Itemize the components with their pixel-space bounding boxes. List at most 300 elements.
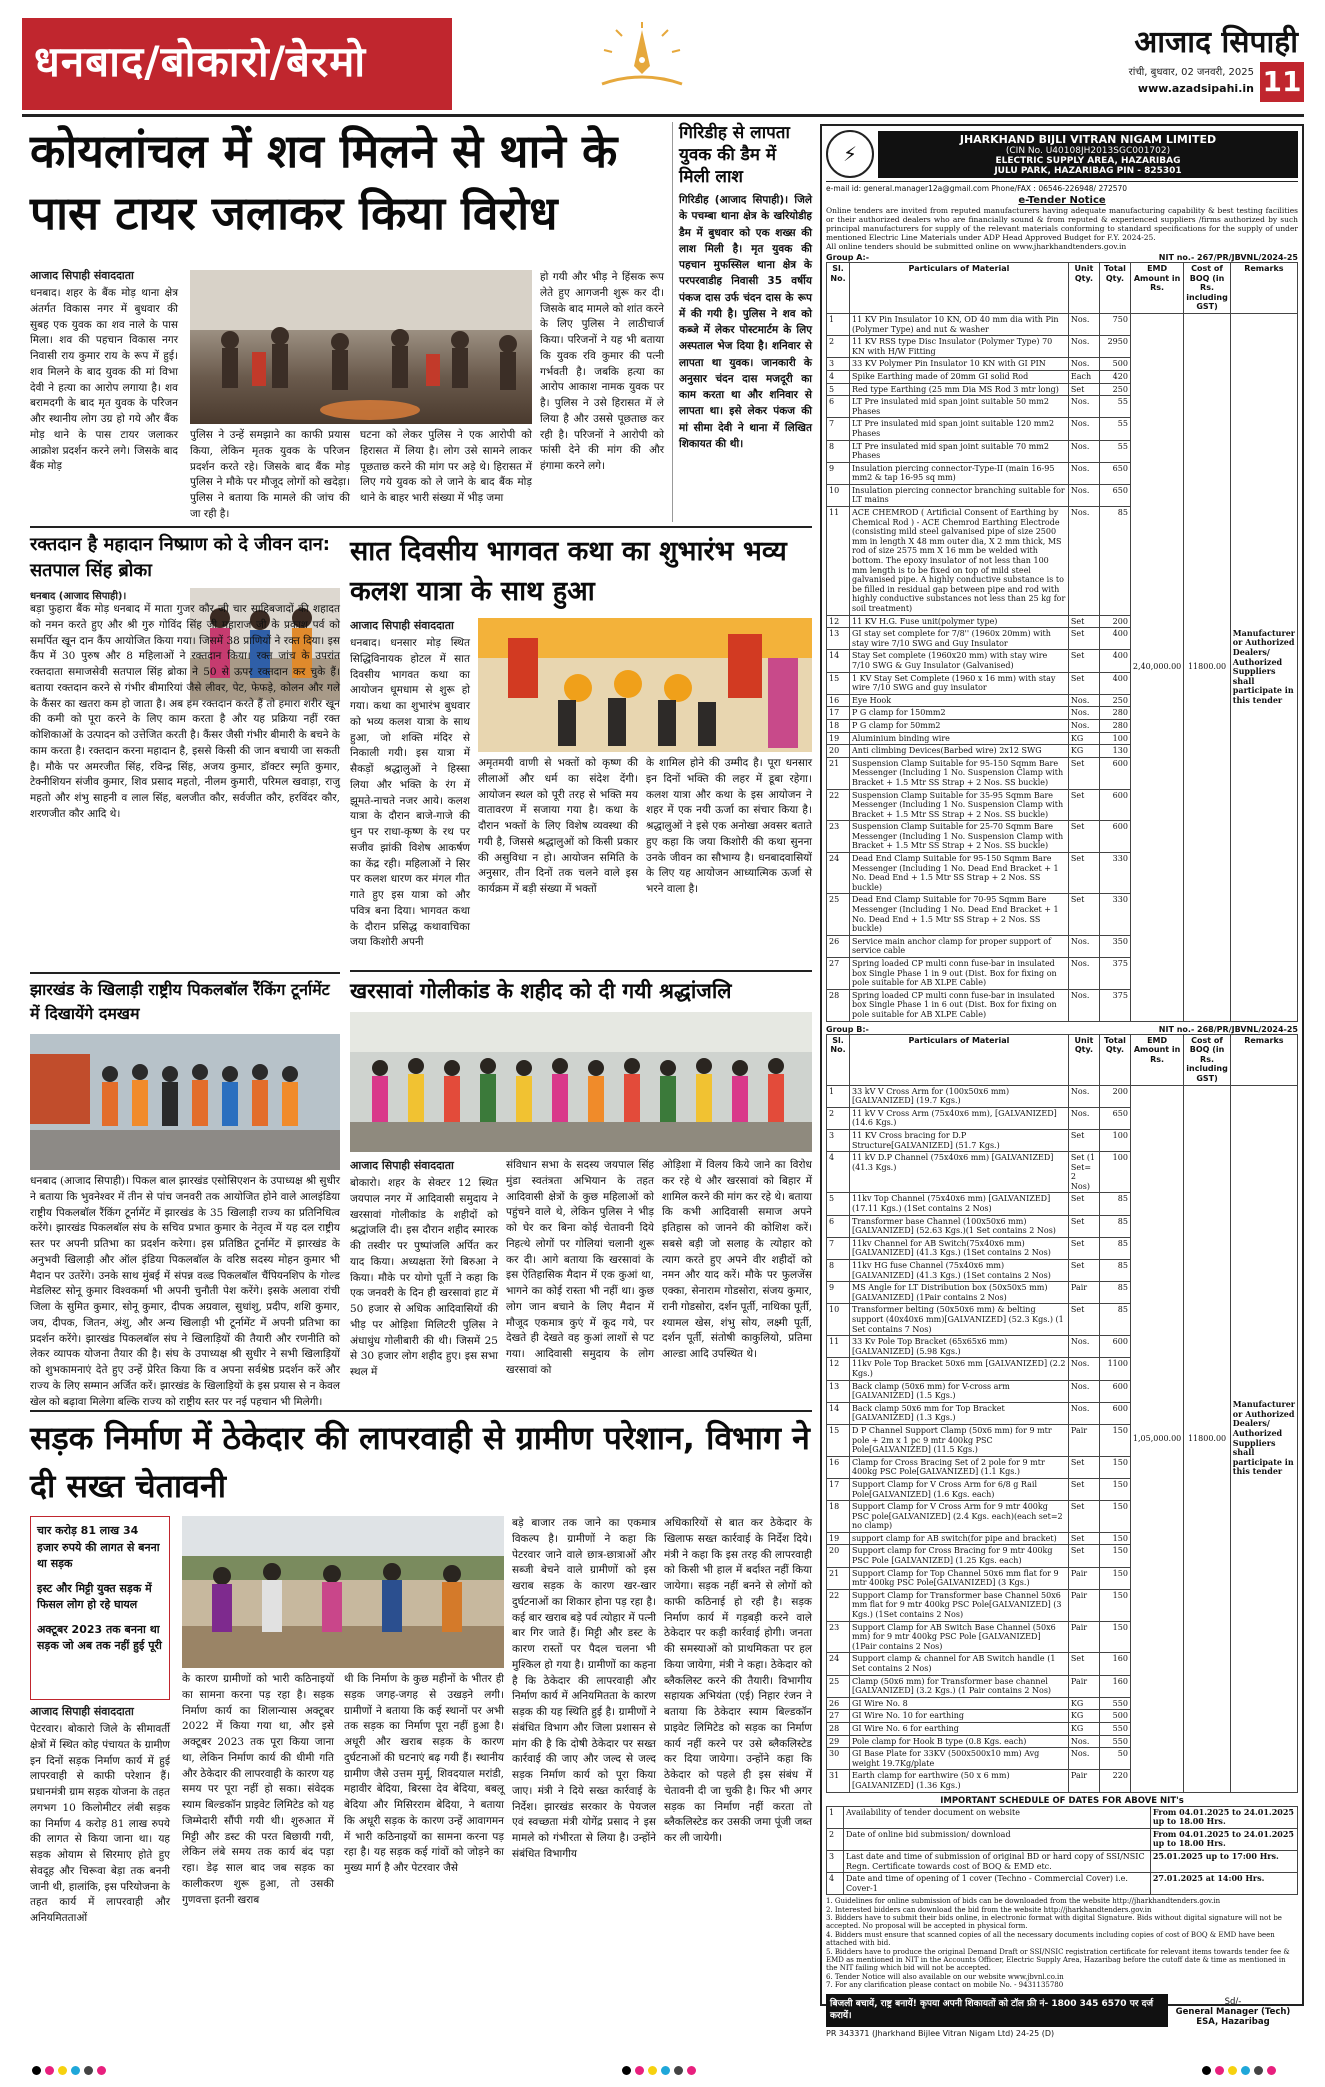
col-sl: Sl. No.	[827, 1034, 850, 1085]
row-unit: KG	[1068, 1697, 1099, 1710]
schedule-event: Availability of tender document on website	[844, 1806, 1151, 1828]
row-qty: 150	[1099, 1501, 1130, 1533]
row-unit: Nos.	[1068, 958, 1099, 990]
registration-dot	[1267, 2066, 1276, 2075]
registration-dot	[648, 2066, 657, 2075]
row-boq: 11800.00	[1184, 313, 1231, 1021]
group-b-table	[826, 1034, 1298, 1793]
row-particulars: Eye Hook	[850, 694, 1069, 707]
row-particulars: GI stay set complete for 7/8'' (1960x 20mm) with stay wire 7/10 SWG and Guy Insulator	[850, 628, 1069, 650]
registration-dot	[674, 2066, 683, 2075]
row-qty: 400	[1099, 650, 1130, 672]
row-unit: Set	[1068, 757, 1099, 789]
row-particulars: 11 kV V Cross Arm (75x40x6 mm), [GALVANIZED] (14.6 Kgs.)	[850, 1107, 1069, 1129]
row-qty: 420	[1099, 370, 1130, 383]
registration-dot	[1254, 2066, 1263, 2075]
row-particulars: Support clamp for Cross Bracing for 9 mtr 400kg PSC Pole [GALVANIZED] (1.25 Kgs. each)	[850, 1545, 1069, 1567]
row-unit: Nos.	[1068, 507, 1099, 616]
row-particulars: GI Base Plate for 33KV (500x500x10 mm) Avg weight 19.7Kg/plate	[850, 1748, 1069, 1770]
bhagwat-text-col3: के शामिल होने की उम्मीद है। पूरा धनसार इन दिनों भक्ति की लहर में डूबा रहेगा। कलश यात्रा और कथा के इस आयोजन ने शहर में एक नयी ऊर्जा का संचार किया है। श्रद्धालुओं ने इसे एक अनोखा अवसर बताते हुए कहा कि जया किशोरी की कथा सुनना उनके जीवन का सौभाग्य है। धनबादवासियों के लिए यह आयोजन आध्यात्मिक ऊर्जा से भरने वाला है।	[646, 757, 812, 895]
row-sl: 24	[827, 853, 850, 894]
group-a-table	[826, 262, 1298, 1022]
road-headline: सड़क निर्माण में ठेकेदार की लापरवाही से ग्रामीण परेशान, विभाग ने दी सख्त चेतावनी	[30, 1419, 810, 1505]
col-unit: Unit Qty.	[1068, 1034, 1099, 1085]
registration-dot	[84, 2066, 93, 2075]
row-sl: 20	[827, 745, 850, 758]
sign-name: General Manager (Tech)	[1175, 2006, 1291, 2017]
kharsawan-text-col2: संविधान सभा के सदस्य जयपाल सिंह मुंडा स्वतंत्रता अभियान के तहत आदिवासी क्षेत्रों के कुछ महिलाओं को पहुंचने वाले थे, लेकिन पुलिस ने भीड़ को घेर कर बिना कोई चेतावनी दिये निहत्थे लोगों पर गोलियां चलानी शुरू कर दी। आगे बताया कि खरसावां के इस ऐतिहासिक मैदान में एक कुआं था, भागने का कोई रास्ता भी नहीं था। कुछ लोग जान बचाने के लिए मैदान में मौजूद एकमात्र कुएं में कूद गये, पर देखते ही देखते वह कुआं लाशों से पट गया। आदिवासी समुदाय के लोग खरसावां को	[506, 1159, 654, 1376]
row-particulars: 11kv HG fuse Channel (75x40x6 mm) [GALVANIZED] (41.3 Kgs.) (1Set contains 2 Nos)	[850, 1260, 1069, 1282]
row-unit: Pair	[1068, 1675, 1099, 1697]
schedule-date: 25.01.2025 up to 17:00 Hrs.	[1150, 1850, 1297, 1872]
row-sl: 25	[827, 894, 850, 935]
row-unit: Pair	[1068, 1567, 1099, 1589]
row-qty: 330	[1099, 853, 1130, 894]
tender-addr2: JULU PARK, HAZARIBAG PIN - 825301	[994, 165, 1182, 176]
row-unit: Set	[1068, 672, 1099, 694]
row-remarks: Manufacturer or Authorized Dealers/ Authorized Suppliers shall participate in this tender	[1230, 1085, 1297, 1792]
bottom-dots-left	[30, 2060, 108, 2079]
row-sl: 14	[827, 650, 850, 672]
row-unit: Set	[1068, 1532, 1099, 1545]
row-qty: 100	[1099, 732, 1130, 745]
row-unit: Set	[1068, 1260, 1099, 1282]
bhagwat-text-col2: अमृतमयी वाणी से भक्तों को कृष्ण की लीलाओं और धर्म का संदेश देंगी। आयोजन स्थल को पूरी तरह से भक्ति मय वातावरण में सजाया गया है। कथा के दौरान भक्तों के लिए विशेष व्यवस्था की गयी है, जिससे श्रद्धालुओं को किसी प्रकार की असुविधा न हो। आयोजन समिति के अनुसार, तीन दिनों तक चलने वाले इस कार्यक्रम में बड़ी संख्या में भक्तों	[478, 757, 638, 895]
pen-emblem-icon	[582, 22, 702, 102]
registration-dot	[635, 2066, 644, 2075]
schedule-row	[827, 1850, 1298, 1872]
tender-note: 5. Bidders have to produce the original Demand Draft or SSI/NSIC registration certificate for relevant items towards tender fee & EMD as mentioned in NIT in the Accounts Officer, Electric Supply Area, Hazaribag before the cutoff date & time as mentioned in the NIT failing which bid will not be accepted.	[826, 1947, 1290, 1973]
row-unit: Set	[1068, 1501, 1099, 1533]
row-particulars: Dead End Clamp Suitable for 70-95 Sqmm Bare Messenger (Including 1 No. Dead End Bracket + 1 No. Dead End + 1.5 Mtr SS Strap + 2 Nos. SS buckle)	[850, 894, 1069, 935]
row-qty: 160	[1099, 1653, 1130, 1675]
row-particulars: Aluminium binding wire	[850, 732, 1069, 745]
row-particulars: LT Pre insulated mid span joint suitable 50 mm2 Phases	[850, 396, 1069, 418]
row-particulars: Spike Earthing made of 20mm GI solid Rod	[850, 370, 1069, 383]
row-qty: 85	[1099, 1282, 1130, 1304]
row-sl: 8	[827, 440, 850, 462]
row-sl: 12	[827, 1358, 850, 1380]
row-emd: 2,40,000.00	[1130, 313, 1183, 1021]
row-unit: Pair	[1068, 1282, 1099, 1304]
row-sl: 16	[827, 1456, 850, 1478]
lead-text-col4: हो गयी और भीड़ ने हिंसक रूप लेते हुए आगजनी शुरू कर दी। जिसके बाद मामले को शांत करने के लिए पुलिस ने लाठीचार्ज किया। परिजनों ने यह भी बताया कि युवक रवि कुमार की पत्नी गर्भवती है। जबकि हत्या का आरोप आकाश नामक युवक पर है। पुलिस ने उसे हिरासत में ले लिया है और उससे पूछताछ कर रही है। परिजनों ने आरोपी को फांसी देने की मांग की और हंगामा करने लगे।	[540, 271, 664, 472]
bhagwat-photo	[478, 618, 812, 752]
row-sl: 6	[827, 1215, 850, 1237]
row-particulars: Clamp (50x6 mm) for Transformer base channel [GALVANIZED] (3.2 Kgs.) (1 Pair contains 2 Nos)	[850, 1675, 1069, 1697]
road-byline: आजाद सिपाही संवाददाता	[30, 1705, 134, 1718]
row-qty: 200	[1099, 615, 1130, 628]
row-sl: 7	[827, 1237, 850, 1259]
row-sl: 19	[827, 732, 850, 745]
row-sl: 29	[827, 1735, 850, 1748]
row-qty: 375	[1099, 958, 1130, 990]
row-qty: 500	[1099, 1710, 1130, 1723]
masthead	[22, 18, 1304, 110]
road-text-col4: बड़े बाजार तक जाने का एकमात्र विकल्प है। ग्रामीणों ने कहा कि पेटरवार जाने वाले छात्र-छात्राओं और सब्जी बेचने वाले ग्रामीणों को इस खराब सड़क के कारण खर-खार दुर्घटनाओं का शिकार होना पड़ रहा है। कई बार खराब बड़े पर्व त्योहार में पत्नी बार गिर जाते हैं। मिट्टी और डस्ट के कारण रास्तों पर पैदल चलना भी मुश्किल हो गया है। ग्रामीणों का कहना है कि ठेकेदार की लापरवाही और निर्माण कार्य में अनियमितता के कारण सड़क की यह स्थिति हुई है। ग्रामीणों ने संबंधित विभाग और जिला प्रशासन से मांग की है कि दोषी ठेकेदार पर सख्त कार्रवाई की जाए और जल्द से जल्द सड़क निर्माण कार्य को पूरा किया जाए। मंत्री ने दिये सख्त कार्रवाई के निर्देश। झारखंड सरकार के पेयजल एवं स्वच्छता मंत्री योगेंद्र प्रसाद ने इस मामले को गंभीरता से लिया है। उन्होंने संबंधित विभागीय	[512, 1517, 656, 1860]
row-sl: 28	[827, 989, 850, 1021]
row-remarks: Manufacturer or Authorized Dealers/ Authorized Suppliers shall participate in this tender	[1230, 313, 1297, 1021]
row-boq: 11800.00	[1184, 1085, 1231, 1792]
row-sl: 21	[827, 1567, 850, 1589]
row-qty: 85	[1099, 1304, 1130, 1336]
tender-intro: Online tenders are invited from reputed manufacturers having adequate manufacturing capability & best testing facilities or their authorized dealers who are financially sound & from reputed & experienced suppliers /firms authorized by such principal manufacturers for supply of the relevant materials conforming to standard specifications for the supply of under mentioned Electric Line Materials under ADP Head Approved Budget for F.Y. 2024-25.	[826, 206, 1298, 242]
road-text-col2: के कारण ग्रामीणों को भारी कठिनाइयों का सामना करना पड़ रहा है। सड़क निर्माण कार्य का शिलान्यास अक्टूबर 2022 में किया गया था, और इसे अक्टूबर 2023 तक पूरा किया जाना था, लेकिन निर्माण कार्य की धीमी गति और ठेकेदार की लापरवाही के कारण यह समय पर पूरा नहीं हो सका। संवेदक स्याम बिल्डकॉन प्राइवेट लिमिटेड को यह जिम्मेदारी सौंपी गयी थी। शुरुआत में मिट्टी और डस्ट की परत बिछायी गयी, लेकिन लंबे समय तक कार्य बंद पड़ा रहा। डेढ़ साल बाद जब सड़क का कालीकरण शुरू हुआ, तो उसकी गुणवत्ता इतनी खराब	[182, 1673, 334, 1906]
registration-dot	[32, 2066, 41, 2075]
kharsawan-headline: खरसावां गोलीकांड के शहीद को दी गयी श्रद्धांजलि	[350, 979, 732, 1003]
row-unit: KG	[1068, 732, 1099, 745]
row-particulars: Support Clamp for Top Channel 50x6 mm flat for 9 mtr 400kg PSC Pole[GALVANIZED] (3 Kgs.)	[850, 1567, 1069, 1589]
row-qty: 600	[1099, 821, 1130, 853]
registration-dot	[58, 2066, 67, 2075]
schedule-title: IMPORTANT SCHEDULE OF DATES FOR ABOVE NIT's	[940, 1795, 1184, 1806]
section-title-banner	[22, 18, 452, 110]
row-sl: 12	[827, 615, 850, 628]
row-particulars: GI Wire No. 6 for earthing	[850, 1722, 1069, 1735]
road-text-col1: पेटरवार। बोकारो जिले के सीमावर्ती क्षेत्रों में स्थित कोह पंचायत के ग्रामीण इन दिनों सड़क निर्माण कार्य में हुई लापरवाही से काफी परेशान हैं। प्रधानमंत्री ग्राम सड़क योजना के तहत लगभग 10 किलोमीटर लंबी सड़क का निर्माण 4 करोड़ 81 लाख रुपये की लागत से किया जाना था। यह सड़क ओयाम से सिरमाए होते हुए सेवदूह और चिरूवा बेड़ा तक बननी जानी थी, हालांकि, इस परियोजना के तहत कार्य में लापरवाही और अनियमितताओं	[30, 1723, 170, 1924]
row-qty: 150	[1099, 1456, 1130, 1478]
row-particulars: 33 KV Polymer Pin Insulator 10 KN with GI PIN	[850, 358, 1069, 371]
row-unit: Set	[1068, 1545, 1099, 1567]
row-qty: 85	[1099, 1237, 1130, 1259]
row-unit: Nos.	[1068, 719, 1099, 732]
row-sl: 27	[827, 1710, 850, 1723]
row-sl: 26	[827, 935, 850, 957]
row-unit: Set	[1068, 650, 1099, 672]
col-qty: Total Qty.	[1099, 1034, 1130, 1085]
row-qty: 280	[1099, 719, 1130, 732]
paper-name: आजाद सिपाही	[1134, 25, 1298, 60]
schedule-date: From 04.01.2025 to 24.01.2025 up to 18.00 Hrs.	[1150, 1806, 1297, 1828]
row-particulars: LT Pre insulated mid span joint suitable 120 mm2 Phases	[850, 418, 1069, 440]
row-sl: 23	[827, 1621, 850, 1653]
row-qty: 650	[1099, 1107, 1130, 1129]
row-unit: Set	[1068, 894, 1099, 935]
row-particulars: MS Angle for LT Distribution box (50x50x5 mm) [GALVANIZED] (1Pair contains 2 Nos)	[850, 1282, 1069, 1304]
schedule-event: Date of online bid submission/ download	[844, 1828, 1151, 1850]
row-unit: KG	[1068, 1722, 1099, 1735]
row-sl: 11	[827, 1336, 850, 1358]
schedule-row	[827, 1873, 1298, 1895]
row-qty: 350	[1099, 935, 1130, 957]
registration-dot	[1241, 2066, 1250, 2075]
page-number: 11	[1260, 62, 1304, 102]
lead-byline: आजाद सिपाही संवाददाता	[30, 269, 134, 282]
bhagwat-text-col1: धनबाद। धनसार मोड़ स्थित सिद्धिविनायक होटल में सात दिवसीय भागवत कथा का आयोजन धूमधाम से शुरू हो गया। कथा का शुभारंभ बुधवार को भव्य कलश यात्रा के साथ हुआ, जो शक्ति मंदिर से निकाली गयी। इस यात्रा में सैकड़ों श्रद्धालुओं ने हिस्सा लिया और भक्ति के रंग में झूमते-नाचते नजर आये। कलश यात्रा के दौरान बाजे-गाजे की धुन पर राधा-कृष्ण के रथ पर सजीव झांकी विशेष आकर्षण का केंद्र रही। महिलाओं ने सिर पर कलश धारण कर मंगल गीत गाते हुए इस यात्रा को और पवित्र बना दिया। भागवत कथा के दौरान प्रसिद्ध कथावाचिका जया किशोरी अपनी	[350, 637, 470, 949]
row-particulars: Pole clamp for Hook B type (0.8 Kgs. each)	[850, 1735, 1069, 1748]
row-particulars: LT Pre insulated mid span joint suitable 70 mm2 Phases	[850, 440, 1069, 462]
row-particulars: 33 Kv Pole Top Bracket (65x65x6 mm) [GALVANIZED] (5.98 Kgs.)	[850, 1336, 1069, 1358]
row-unit: Nos.	[1068, 1336, 1099, 1358]
col-unit: Unit Qty.	[1068, 263, 1099, 314]
row-sl: 17	[827, 1478, 850, 1500]
row-qty: 375	[1099, 989, 1130, 1021]
row-particulars: Anti climbing Devices(Barbed wire) 2x12 SWG	[850, 745, 1069, 758]
tender-notice	[820, 124, 1304, 2038]
row-qty: 130	[1099, 745, 1130, 758]
row-qty: 220	[1099, 1770, 1130, 1792]
tender-note: 3. Bidders have to submit their bids online, in electronic format with digital Signature. Bids without digital signature will not be accepted. No proposal will be accepted in physical form.	[826, 1914, 1282, 1931]
row-sl: 21	[827, 757, 850, 789]
blood-text: बड़ा फुहारा बैंक मोड़ धनबाद में माता गुजर कौर जी चार साहिबजादों की शहादत को नमन करते हुए और श्री गुरु गोविंद सिंह जी महाराज जी के प्रकाश पर्व को समर्पित खून दान कैंप आयोजित किया गया। जिसमें 38 प्राणियों ने रक्त दिया। इस कैंप में 30 पुरुष और 8 महिलाओं ने रक्तदान किया। रक्त जांच के उपरांत रक्तदाता समाजसेवी सतपाल सिंह ब्रोका ने 50 से ऊपर रक्तदान कर चुके हैं। बताया रक्तदान करने से गंभीर बीमारियां जैसे लीवर, पेट, फेफड़े, कोलन और गले के कैंसर का खतरा कम हो जाता है। अब हम रक्तदान करते हैं तो हमारा शरीर खून की कमी को पूरा करने के लिए काम करता है और यह प्रक्रिया नहीं रक्त कोशिकाओं के उत्पादन को उत्तेजित करती है। कैंसर जैसी गंभीर बीमारी के बचने के काम करता है। रक्तदान करना महादान है, इससे किसी की जान बचायी जा सकती है। मौके पर अमरजीत सिंह, रविन्द्र सिंह, अजय कुमार, डॉक्टर स्मृति कुमार, टेक्नीशियन संजीव कुमार, शिव प्रसाद महतो, नीलम कुमारी, परिमल खवाड़ा, राजु महतो और शंभु साहनी व लाल सिंह, बलजीत कौर, सर्वजीत कौर, हरविंदर कौर, शरणजीत कौर आदि थे।	[30, 603, 340, 820]
row-qty: 600	[1099, 789, 1130, 821]
kharsawan-byline: आजाद सिपाही संवाददाता	[350, 1159, 454, 1172]
row-qty: 160	[1099, 1675, 1130, 1697]
row-particulars: Clamp for Cross Bracing Set of 2 pole for 9 mtr 400kg PSC Pole[GALVANIZED] (1.1 Kgs.)	[850, 1456, 1069, 1478]
row-sl: 6	[827, 396, 850, 418]
schedule-date: 27.01.2025 at 14:00 Hrs.	[1150, 1873, 1297, 1895]
road-deck	[30, 1516, 170, 1700]
row-qty: 85	[1099, 507, 1130, 616]
row-sl: 4	[827, 1152, 850, 1193]
schedule-sl: 4	[827, 1873, 844, 1895]
row-qty: 330	[1099, 894, 1130, 935]
kharsawan-text-col1: बोकारो। शहर के सेक्टर 12 स्थित जयपाल नगर में आदिवासी समुदाय ने खरसावां गोलीकांड के शहीदों को श्रद्धांजलि दी। इस दौरान शहीद स्मारक की तस्वीर पर पुष्पांजलि अर्पित कर याद किया। अध्यक्षता रेंगो बिरुआ ने किया। मौके पर योगो पूर्ती ने कहा कि एक जनवरी के दिन ही खरसावां हाट में 50 हजार से अधिक आदिवासियों की भीड़ पर ओड़िशा मिलिटरी पुलिस ने अंधाधुंध गोलीबारी की थी। जिसमें 25 से 30 हजार लोग शहीद हुए। इस सभा स्थल में	[350, 1177, 498, 1378]
row-qty: 400	[1099, 672, 1130, 694]
row-sl: 10	[827, 1304, 850, 1336]
table-row	[827, 313, 1298, 335]
col-remarks: Remarks	[1230, 263, 1297, 314]
road-photo	[182, 1516, 504, 1668]
col-particulars: Particulars of Material	[850, 1034, 1069, 1085]
row-particulars: Earth clamp for earthwire (50 x 6 mm)[GALVANIZED] (1.36 Kgs.)	[850, 1770, 1069, 1792]
row-qty: 1100	[1099, 1358, 1130, 1380]
row-unit: Set	[1068, 1478, 1099, 1500]
row-unit: Nos.	[1068, 1748, 1099, 1770]
schedule-row	[827, 1828, 1298, 1850]
row-particulars: GI Wire No. 10 for earthing	[850, 1710, 1069, 1723]
row-qty: 250	[1099, 694, 1130, 707]
row-qty: 250	[1099, 383, 1130, 396]
schedule-sl: 2	[827, 1828, 844, 1850]
registration-dot	[1215, 2066, 1224, 2075]
sign-sd: Sd/-	[1224, 1996, 1242, 2007]
rule-2	[30, 972, 340, 974]
dateline: रांची, बुधवार, 02 जनवरी, 2025	[1128, 67, 1254, 78]
row-unit: Nos.	[1068, 313, 1099, 335]
row-sl: 4	[827, 370, 850, 383]
row-qty: 85	[1099, 1215, 1130, 1237]
registration-dot	[687, 2066, 696, 2075]
row-unit: Set	[1068, 1653, 1099, 1675]
row-unit: Set	[1068, 1193, 1099, 1215]
row-sl: 19	[827, 1532, 850, 1545]
col-emd: EMD Amount in Rs.	[1130, 1034, 1183, 1085]
row-unit: Nos.	[1068, 418, 1099, 440]
row-sl: 18	[827, 719, 850, 732]
kharsawan-text-col3: ओड़िशा में विलय किये जाने का विरोध कर रहे थे और खरसावां को बिहार में शामिल करने की मांग कर रहे थे। बताया कि कभी आदिवासी समाज अपने इतिहास को जानने की कोशिश करें। सबसे बड़ी जो सलाह के त्योहार को त्याग करते हुए अपने वीर शहीदों को नमन और याद करें। मौके पर फुलजेंस एक्का, सेनाराम गोडसोरा, संजय कुमार, रानी गोडसोरा, दर्शन पूर्ती, नाथिका पूर्ती, श्यामल खेस, शंभु सोय, लक्ष्मी पूर्ती, दर्शन पूर्ती, संतोषी काकुलियो, प्रतिमा आल्डा आदि उपस्थित थे।	[662, 1159, 812, 1360]
blood-headline: रक्तदान है महादान निष्प्राण को दे जीवन दान: सतपाल सिंह ब्रोका	[30, 534, 330, 581]
paper-name-block	[1064, 18, 1304, 110]
bottom-dots-mid	[620, 2060, 698, 2079]
row-qty: 55	[1099, 396, 1130, 418]
row-qty: 85	[1099, 1193, 1130, 1215]
row-particulars: Spring loaded CP multi conn fuse-bar in insulated box Single Phase 1 in 9 out (Dist. Box for fixing on pole suitable for AB XLPE Cable)	[850, 958, 1069, 990]
row-unit: Set	[1068, 1129, 1099, 1151]
row-sl: 8	[827, 1260, 850, 1282]
row-qty: 750	[1099, 313, 1130, 335]
row-unit: Pair	[1068, 1424, 1099, 1456]
row-particulars: 11 kV D.P Channel (75x40x6 mm) [GALVANIZED] (41.3 Kgs.)	[850, 1152, 1069, 1193]
row-qty: 55	[1099, 440, 1130, 462]
row-sl: 1	[827, 1085, 850, 1107]
row-qty: 55	[1099, 418, 1130, 440]
group-b-label: Group B:-	[826, 1024, 869, 1034]
col-boq: Cost of BOQ (in Rs. including GST)	[1184, 1034, 1231, 1085]
row-sl: 3	[827, 358, 850, 371]
road-deck3: अक्टूबर 2023 तक बनना था सड़क जो अब तक नहीं हुई पूरी	[37, 1622, 162, 1652]
bottom-dots-right	[1200, 2060, 1278, 2079]
row-unit: Nos.	[1068, 1358, 1099, 1380]
row-sl: 30	[827, 1748, 850, 1770]
row-particulars: Stay Set complete (1960x20 mm) with stay wire 7/10 SWG & Guy Insulator (Galvanised)	[850, 650, 1069, 672]
row-particulars: Service main anchor clamp for proper support of service cable	[850, 935, 1069, 957]
road-text-col3: थी कि निर्माण के कुछ महीनों के भीतर ही सड़क जगह-जगह से उखड़ने लगी। ग्रामीणों ने बताया कि कई स्थानों पर अभी तक सड़क का निर्माण पूरा नहीं हुआ है। अधूरी और खराब सड़क के कारण दुर्घटनाओं की घटनाएं बढ़ गयी हैं। स्थानीय ग्रामीण जैसे उत्तम मुर्मू, शिवदयाल मरांडी, महावीर बेदिया, बिरसा देव बेदिया, बबलू बेदिया और मिसिरराम बेदिया, ने बताया कि अधूरी सड़क के कारण उन्हें आवागमन में भारी कठिनाइयों का सामना करना पड़ रहा है। यह सड़क कई गांवों को जोड़ने का मुख्य मार्ग है और पेटरवार जैसे	[344, 1673, 504, 1874]
row-unit: Set	[1068, 615, 1099, 628]
row-particulars: Insulation piercing connector branching suitable for LT mains	[850, 484, 1069, 506]
row-qty: 150	[1099, 1424, 1130, 1456]
row-qty: 150	[1099, 1545, 1130, 1567]
rule-4	[30, 1410, 812, 1412]
row-sl: 22	[827, 789, 850, 821]
tender-footer-hindi: बिजली बचायें, राष्ट्र बनायें! कृपया अपनी शिकायतों को टॉल फ्री नं- 1800 345 6570 पर दर्ज करायें।	[826, 1994, 1168, 2027]
row-particulars: Suspension Clamp Suitable for 25-70 Sqmm Bare Messenger (Including 1 No. Suspension Clamp with Bracket + 1.5 Mtr SS Strap + 2 Nos. SS buckle)	[850, 821, 1069, 853]
lead-text-col1: धनबाद। शहर के बैंक मोड़ थाना क्षेत्र अंतर्गत विकास नगर में बुधवार की सुबह एक युवक का शव नाले के पास मिला। शव की पहचान विकास नगर निवासी राय कुमार राय के रूप में हुई। शव मिलने के बाद युवक की मां विभा देवी ने हत्या का आरोप लगाया है। शव बरामदगी के बाद मृत युवक के परिजन और स्थानीय लोग उग्र हो गये और बैंक मोड़ थाने के पास टायर जलाकर आक्रोश प्रदर्शन करने लगे। जिसके बाद बैंक मोड़	[30, 287, 178, 473]
row-sl: 1	[827, 313, 850, 335]
row-unit: Nos.	[1068, 462, 1099, 484]
row-unit: Set	[1068, 1456, 1099, 1478]
blood-byline: धनबाद (आजाद सिपाही)।	[30, 591, 127, 602]
group-b-nit: NIT no.- 268/PR/JBVNL/2024-25	[1158, 1024, 1298, 1034]
tender-contact: e-mail id: general.manager12a@gmail.com Phone/FAX : 06546-226948/ 272570	[826, 184, 1128, 193]
tender-note: 2. Interested bidders can download the bid from the website http://jharkhandtenders.gov.in	[826, 1905, 1152, 1914]
giridih-headline: गिरिडीह से लापता युवक की डैम में मिली लाश	[679, 123, 790, 187]
col-qty: Total Qty.	[1099, 263, 1130, 314]
schedule-sl: 3	[827, 1850, 844, 1872]
row-particulars: Back clamp 50x6 mm for Top Bracket [GALVANIZED] (1.3 Kgs.)	[850, 1402, 1069, 1424]
tender-notes	[826, 1897, 1298, 1989]
row-sl: 5	[827, 1193, 850, 1215]
section-title: धनबाद/बोकारो/बेरमो	[34, 37, 367, 86]
row-particulars: Support Clamp for V Cross Arm for 6/8 g Rail Pole[GALVANIZED] (1.6 Kgs. each)	[850, 1478, 1069, 1500]
row-particulars: 11kv Channel for AB Switch(75x40x6 mm) [GALVANIZED] (41.3 Kgs.) (1Set contains 2 Nos)	[850, 1237, 1069, 1259]
row-sl: 9	[827, 1282, 850, 1304]
registration-dot	[1228, 2066, 1237, 2075]
schedule-row	[827, 1806, 1298, 1828]
row-sl: 10	[827, 484, 850, 506]
group-a-nit: NIT no.- 267/PR/JBVNL/2024-25	[1158, 253, 1298, 262]
row-sl: 9	[827, 462, 850, 484]
row-sl: 17	[827, 707, 850, 720]
row-particulars: Spring loaded CP multi conn fuse-bar in insulated box Single Phase 1 in 6 out (Dist. Box for fixing on pole suitable for AB XLPE Cable)	[850, 989, 1069, 1021]
row-sl: 24	[827, 1653, 850, 1675]
row-sl: 15	[827, 672, 850, 694]
row-unit: Pair	[1068, 1589, 1099, 1621]
row-unit: Set	[1068, 1237, 1099, 1259]
pr-number: PR 343371 (Jharkhand Bijlee Vitran Nigam Ltd) 24-25 (D)	[826, 2028, 1055, 2038]
registration-dot	[622, 2066, 631, 2075]
row-unit: Set	[1068, 1304, 1099, 1336]
row-unit: Nos.	[1068, 989, 1099, 1021]
row-sl: 13	[827, 628, 850, 650]
bhagwat-headline: सात दिवसीय भागवत कथा का शुभारंभ भव्य कलश यात्रा के साथ हुआ	[350, 536, 787, 607]
registration-dot	[71, 2066, 80, 2075]
row-particulars: Suspension Clamp Suitable for 35-95 Sqmm Bare Messenger (Including 1 No. Suspension Clamp with Bracket + 1.5 Mtr SS Strap + 2 Nos. SS buckle)	[850, 789, 1069, 821]
row-sl: 20	[827, 1545, 850, 1567]
row-particulars: Dead End Clamp Suitable for 95-150 Sqmm Bare Messenger (Including 1 No. Dead End Bracket + 1 No. Dead End + 1.5 Mtr SS Strap + 2 Nos. SS buckle)	[850, 853, 1069, 894]
row-unit: Nos.	[1068, 1380, 1099, 1402]
row-unit: Set	[1068, 628, 1099, 650]
row-sl: 16	[827, 694, 850, 707]
row-unit: Nos.	[1068, 1085, 1099, 1107]
row-unit: Nos.	[1068, 1402, 1099, 1424]
tender-intro2: All online tenders should be submitted online on www.jharkhandtenders.gov.in	[826, 242, 1127, 251]
col-sl: Sl. No.	[827, 263, 850, 314]
tender-addr1: ELECTRIC SUPPLY AREA, HAZARIBAG	[995, 155, 1181, 166]
schedule-table	[826, 1806, 1298, 1896]
row-qty: 150	[1099, 1567, 1130, 1589]
row-unit: Nos.	[1068, 396, 1099, 418]
lead-text-col3: घटना को लेकर पुलिस ने एक आरोपी को हिरासत में लिया है। लोग उसे सामने लाकर पूछताछ करने की मांग पर अड़े थे। हिरासत में लिए गये युवक को ले जाने के बाद बैंक मोड़ थाने के बाहर भारी संख्या में भीड़ जमा	[360, 429, 532, 504]
row-qty: 150	[1099, 1621, 1130, 1653]
row-particulars: D P Channel Support Clamp (50x6 mm) for 9 mtr pole + 2m x 1 pc 9 mtr 400kg PSC Pole[GALVANIZED] (11.5 Kgs.)	[850, 1424, 1069, 1456]
row-particulars: 11 KV Cross bracing for D.P Structure[GALVANIZED] (51.7 Kgs.)	[850, 1129, 1069, 1151]
row-unit: Set	[1068, 789, 1099, 821]
giridih-text: गिरिडीह (आजाद सिपाही)। जिले के पचम्बा थाना क्षेत्र के खरियोडीह डैम में बुधवार को एक शख्स की लाश मिली है। मृत युवक की पहचान मुफस्सिल थाना क्षेत्र के परपरवाडीह निवासी 35 वर्षीय पंकज दास उर्फ चंदन दास के रूप में की गयी है। पुलिस ने शव को कब्जे में लेकर पोस्टमार्टम के लिए अस्पताल भेज दिया है। शनिवार से लापता था युवक। जानकारी के अनुसार चंदन दास मजदूरी का काम करता था और शनिवार से लापता था। इसे लेकर पंकज की मां सीमा देवी ने थाना में लिखित शिकायत की थी।	[679, 194, 812, 450]
group-a-label: Group A:-	[826, 253, 870, 262]
row-sl: 27	[827, 958, 850, 990]
road-deck2: इस्ट और मिट्टी युक्त सड़क में फिसल लोग हो रहे घायल	[37, 1581, 152, 1611]
row-qty: 50	[1099, 1748, 1130, 1770]
tender-note: 6. Tender Notice will also available on our website www.jbvnl.co.in	[826, 1972, 1064, 1981]
row-qty: 85	[1099, 1260, 1130, 1282]
schedule-event: Date and time of opening of 1 cover (Techno - Commercial Cover) i.e. Cover-1	[844, 1873, 1151, 1895]
row-particulars: 33 kV V Cross Arm for (100x50x6 mm)[GALVANIZED] (19.7 Kgs.)	[850, 1085, 1069, 1107]
road-deck1: चार करोड़ 81 लाख 34 हजार रुपये की लागत से बनना था सड़क	[37, 1524, 160, 1570]
row-qty: 500	[1099, 358, 1130, 371]
row-particulars: Transformer belting (50x50x6 mm) & belting support (40x40x6 mm)[GALVANIZED] (52.3 Kgs.) (1 Set contains 7 Nos)	[850, 1304, 1069, 1336]
row-particulars: 11kv Top Channel (75x40x6 mm) [GALVANIZED] (17.11 Kgs.) (1Set contains 2 Nos)	[850, 1193, 1069, 1215]
row-particulars: 1 KV Stay Set Complete (1960 x 16 mm) with stay wire 7/10 SWG and guy insulator	[850, 672, 1069, 694]
row-particulars: Back clamp (50x6 mm) for V-cross arm [GALVANIZED] (1.5 Kgs.)	[850, 1380, 1069, 1402]
col-remarks: Remarks	[1230, 1034, 1297, 1085]
schedule-event: Last date and time of submission of original BD or hard copy of SSI/NSIC Regn. Certificate towards cost of BOQ & EMD etc.	[844, 1850, 1151, 1872]
row-unit: Nos.	[1068, 1107, 1099, 1129]
row-particulars: P G clamp for 150mm2	[850, 707, 1069, 720]
sign-org: ESA, Hazaribag	[1196, 2016, 1270, 2027]
row-particulars: P G clamp for 50mm2	[850, 719, 1069, 732]
row-particulars: Suspension Clamp Suitable for 95-150 Sqmm Bare Messenger (Including 1 No. Suspension Clamp with Bracket + 1.5 Mtr SS Strap + 2 Nos. SS buckle)	[850, 757, 1069, 789]
row-qty: 550	[1099, 1697, 1130, 1710]
row-particulars: Support Clamp for Transformer base Channel 50x6 mm flat for 9 mtr 400kg PSC Pole[GALVANIZED] (3 Kgs.) (1Set contains 2 Nos)	[850, 1589, 1069, 1621]
row-sl: 26	[827, 1697, 850, 1710]
row-qty: 100	[1099, 1152, 1130, 1193]
giridih-sidebar	[672, 122, 812, 522]
row-qty: 280	[1099, 707, 1130, 720]
masthead-rule	[22, 114, 1304, 117]
row-sl: 3	[827, 1129, 850, 1151]
row-sl: 28	[827, 1722, 850, 1735]
row-qty: 400	[1099, 628, 1130, 650]
schedule-sl: 1	[827, 1806, 844, 1828]
road-text-col5: अधिकारियों से बात कर ठेकेदार के खिलाफ सख्त कार्रवाई के निर्देश दिये। मंत्री ने कहा कि इस तरह की लापरवाही को किसी भी हाल में बर्दाश्त नहीं किया जायेगा। सड़क नहीं बनने से लोगों को काफी कठिनाई हो रही है। सड़क निर्माण कार्य में गड़बड़ी करने वाले ठेकेदार पर कड़ी कार्रवाई होगी। जनता की समस्याओं को प्राथमिकता पर हल किया जायेगा, मंत्री ने कहा। ठेकेदार को ब्लैकलिस्ट करने की तैयारी। विभागीय सहायक अभियंता (एई) निहार रंजन ने बताया कि ठेकेदार स्याम बिल्डकॉन प्राइवेट लिमिटेड को सड़क का निर्माण कार्य नहीं करने पर उसे ब्लैकलिस्टेड कर दिया जायेगा। उन्होंने कहा कि ठेकेदार को पहले ही इस संबंध में चेतावनी दी जा चुकी है। फिर भी अगर सड़क का निर्माण नहीं करता तो ब्लैकलिस्टेड कर उसकी जमा पूंजी जब्त कर ली जायेगी।	[664, 1517, 812, 1844]
lead-text-col2: पुलिस ने उन्हें समझाने का काफी प्रयास किया, लेकिन मृतक युवक के परिजन प्रदर्शन करते रहे। जिसके बाद बैंक मोड़ पुलिस ने मौके पर मौजूद लोगों को खदेड़ा। पुलिस ने बताया कि मामले की जांच की जा रही है।	[190, 429, 350, 520]
col-boq: Cost of BOQ (in Rs. including GST)	[1184, 263, 1231, 314]
row-particulars: Support clamp & channel for AB Switch handle (1 Set contains 2 Nos)	[850, 1653, 1069, 1675]
registration-dot	[661, 2066, 670, 2075]
row-particulars: Insulation piercing connector-Type-II (main 16-95 mm2 & tap 16-95 sq mm)	[850, 462, 1069, 484]
row-sl: 13	[827, 1380, 850, 1402]
